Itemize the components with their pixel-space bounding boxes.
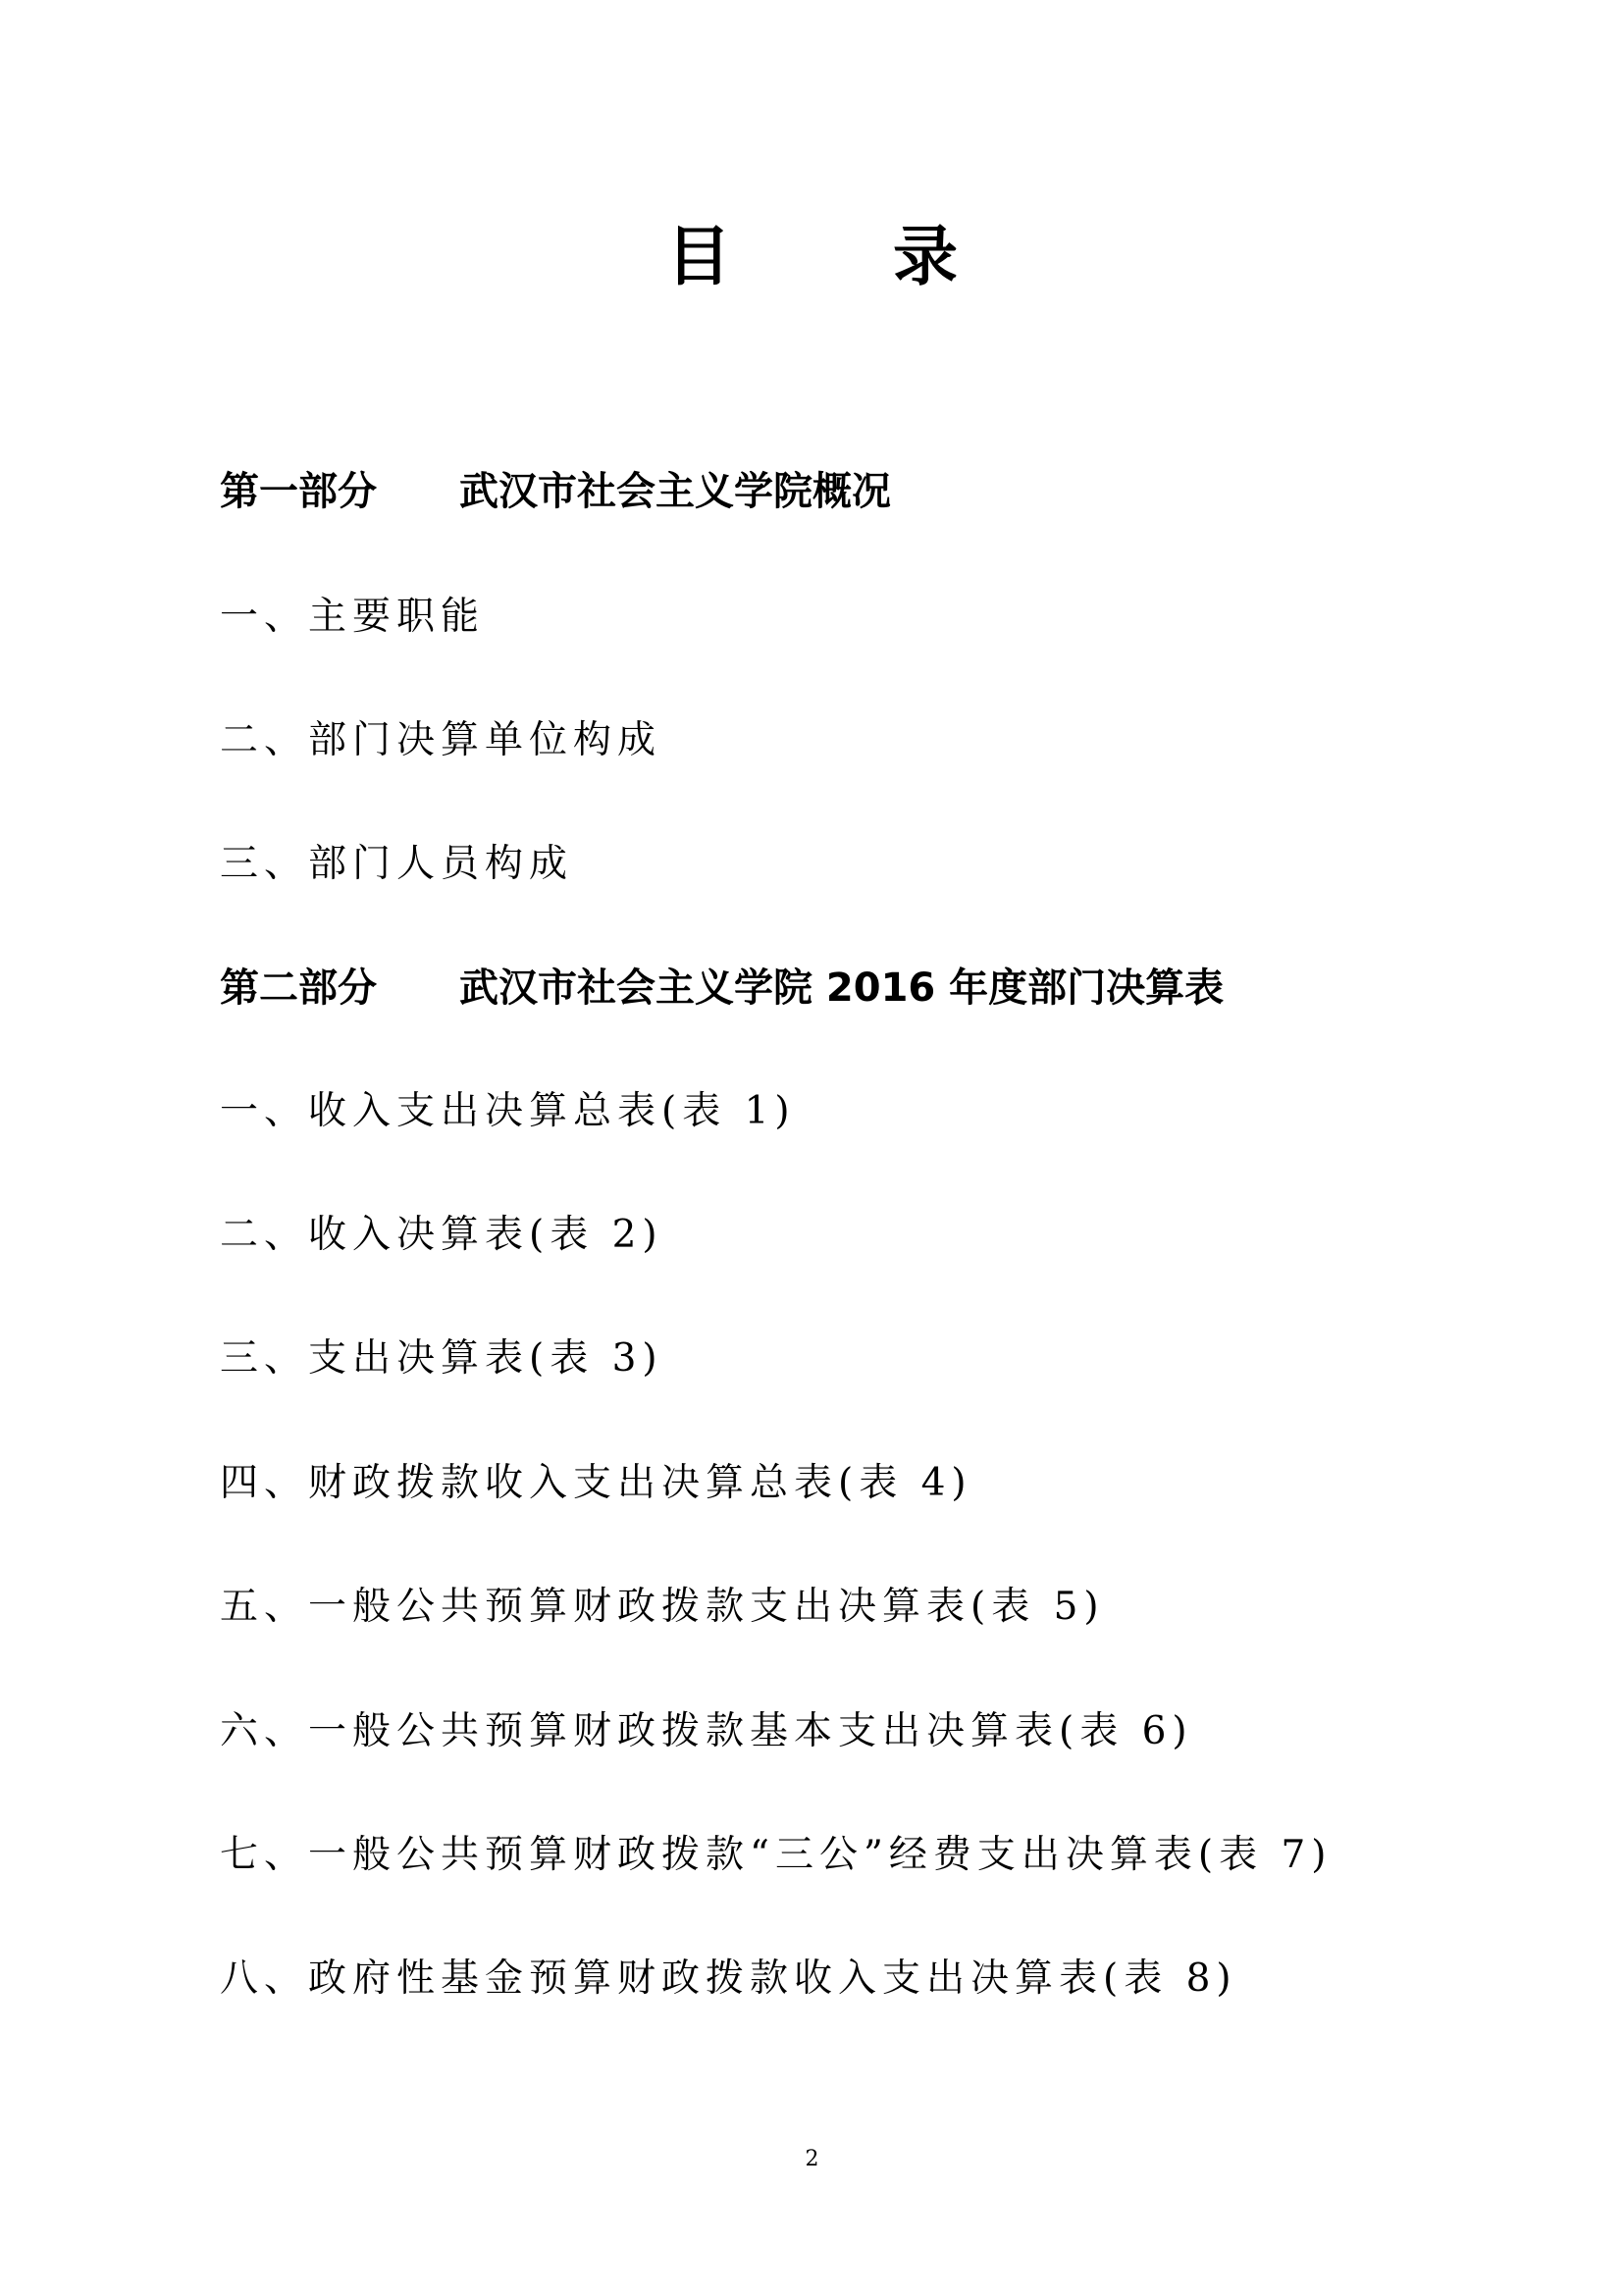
toc-item[interactable]: 三、部门人员构成 <box>220 842 574 886</box>
toc-item[interactable]: 六、一般公共预算财政拨款基本支出决算表(表 6) <box>220 1709 1193 1753</box>
toc-item[interactable]: 八、政府性基金预算财政拨款收入支出决算表(表 8) <box>220 1957 1237 2001</box>
toc-item[interactable]: 五、一般公共预算财政拨款支出决算表(表 5) <box>220 1585 1105 1629</box>
toc-item[interactable]: 三、支出决算表(表 3) <box>220 1336 663 1381</box>
toc-item[interactable]: 四、财政拨款收入支出决算总表(表 4) <box>220 1461 972 1505</box>
toc-item[interactable]: 一、主要职能 <box>220 595 486 639</box>
toc-item[interactable]: 一、收入支出决算总表(表 1) <box>220 1089 796 1133</box>
page-number: 2 <box>805 2147 819 2171</box>
toc-part-2-title: 武汉市社会主义学院 2016 年度部门决算表 <box>459 965 1225 1011</box>
toc-part-1-label: 第一部分 <box>220 469 377 514</box>
title-char-1: 目 <box>666 219 731 294</box>
toc-part-1-title: 武汉市社会主义学院概况 <box>459 469 891 514</box>
title-char-2: 录 <box>893 219 958 294</box>
toc-part-2-label: 第二部分 <box>220 965 377 1011</box>
page-title <box>0 218 1624 296</box>
toc-part-2-heading[interactable] <box>220 964 1224 1013</box>
toc-item[interactable]: 二、部门决算单位构成 <box>220 718 662 762</box>
toc-item[interactable]: 七、一般公共预算财政拨款“三公”经费支出决算表(表 7) <box>220 1833 1333 1877</box>
toc-part-1-heading[interactable] <box>220 467 891 516</box>
toc-item[interactable]: 二、收入决算表(表 2) <box>220 1213 663 1257</box>
